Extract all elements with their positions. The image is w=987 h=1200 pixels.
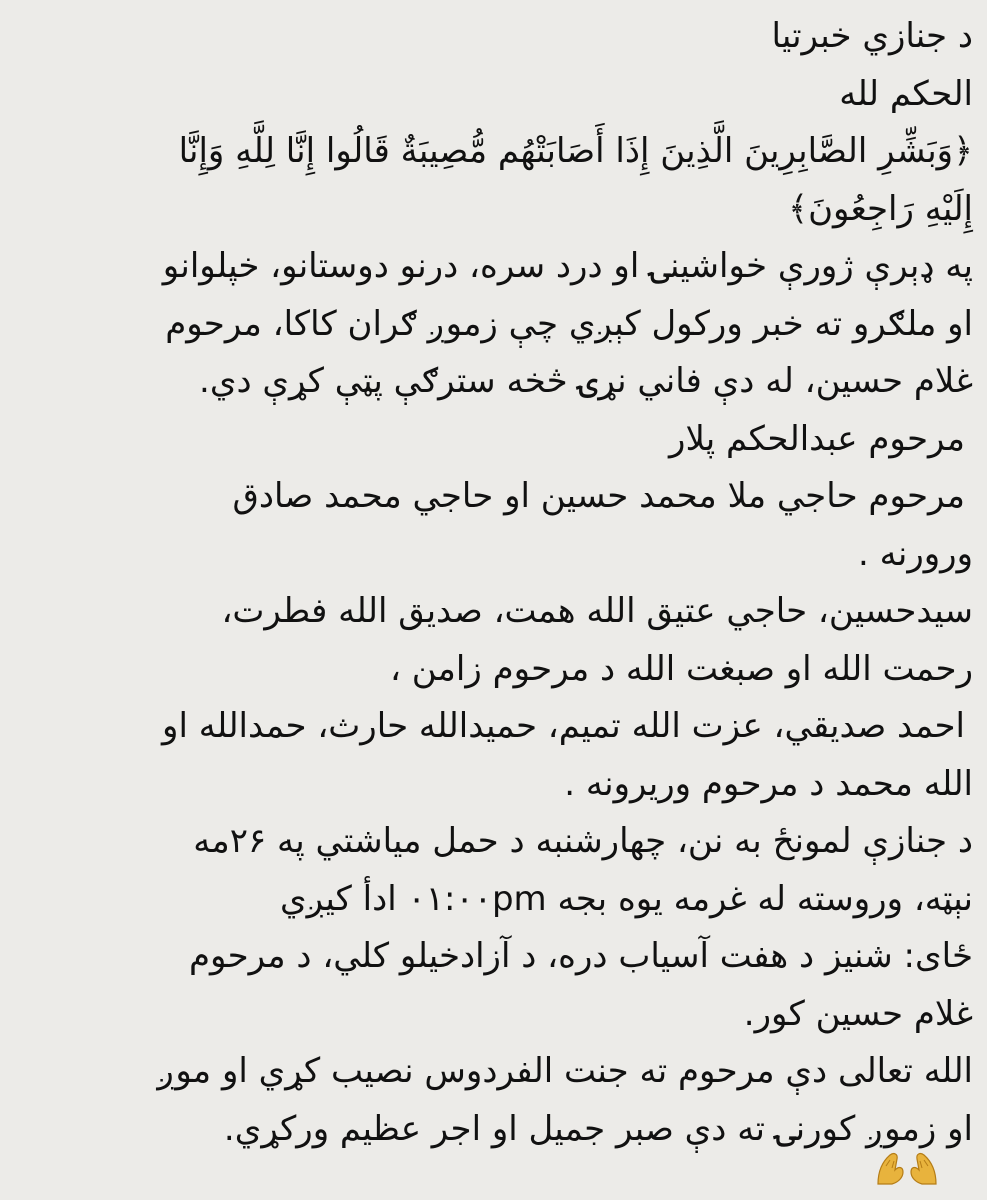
text-line: احمد صدیقي، عزت الله تمیم، حمیدالله حارث، حمدالله او: [162, 706, 965, 746]
text-line: مرحوم حاجي ملا محمد حسین او حاجي محمد صادق: [232, 476, 965, 516]
praying-hands-icon: [872, 1146, 942, 1186]
text-line: ورورنه .: [858, 533, 973, 574]
announcement-title: د جنازي خبرتیا: [771, 16, 973, 56]
text-line: ځای: شنیز د هفت آسیاب دره، د آزادخیلو کلي، د مرحوم: [188, 936, 973, 976]
text-line: مرحوم عبدالحکم پلار: [669, 418, 965, 459]
text-line: غلام حسین کور.: [743, 993, 973, 1034]
text-line: رحمت الله او صبغت الله د مرحوم زامن ،: [390, 648, 973, 689]
text-line: سیدحسین، حاجي عتیق الله همت، صدیق الله فطرت،: [221, 591, 973, 631]
text-line: نېټه، وروسته له غرمه یوه بجه ۰۱:۰۰pm ادأ کيږي: [280, 878, 973, 919]
text-line: او زموږ کورنۍ ته دې صبر جمیل او اجر عظیم ورکړي.: [223, 1108, 973, 1149]
text-line: غلام حسین، له دې فاني نړۍ څخه سترګې پټې کړې دي.: [199, 361, 973, 401]
text-line: الله محمد د مرحوم وريرونه .: [564, 763, 973, 804]
quran-verse-line: إِلَيْهِ رَاجِعُونَ﴾: [788, 188, 973, 229]
text-line: الحکم لله: [839, 73, 973, 114]
text-line: په ډېرې ژورې خواشینۍ او درد سره، درنو دوستانو، خپلوانو: [162, 246, 973, 286]
text-line: د جنازې لمونځ به نن، چهارشنبه د حمل میاشتي په ۲۶مه: [193, 821, 973, 861]
text-line: الله تعالی دې مرحوم ته جنت الفردوس نصیب کړي او موږ: [157, 1051, 973, 1091]
text-line: او ملګرو ته خبر ورکول کېږي چې زموږ ګران کاکا، مرحوم: [165, 303, 973, 344]
quran-verse-line: ﴿وَبَشِّرِ الصَّابِرِينَ الَّذِينَ إِذَا أَصَابَتْهُم مُّصِيبَةٌ قَالُوا إِنَّا لِلَّهِ وَإِنَّا: [178, 131, 973, 171]
